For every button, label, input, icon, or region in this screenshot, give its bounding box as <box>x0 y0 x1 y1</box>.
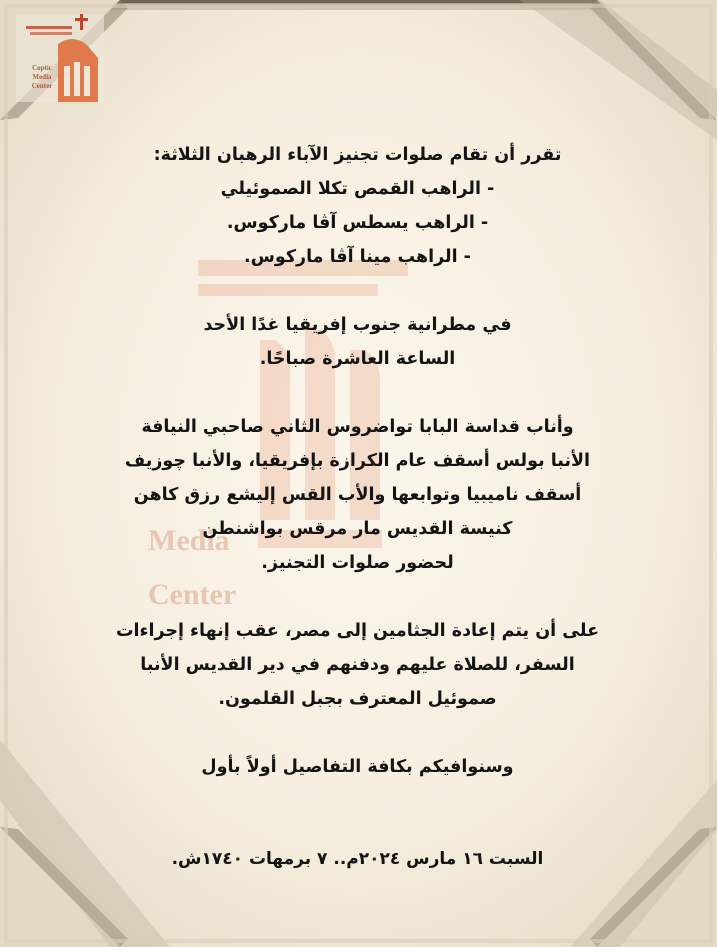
logo-line-media: Media <box>32 73 52 81</box>
monk-item: - الراهب يسطس آڤا ماركوس. <box>226 213 489 233</box>
delegation-line: أسقف ناميبيا وتوابعها والأب القس إليشع رزق كاهن <box>133 485 582 505</box>
logo-line-coptic: Coptic <box>32 64 52 72</box>
monk-item: - الراهب مينا آڤا ماركوس. <box>244 247 471 267</box>
logo-label <box>22 64 62 91</box>
delegation-line: كنيسة القديس مار مرقس بواشنطن <box>202 519 513 539</box>
announcement-body <box>90 138 625 784</box>
watermark-text-center: Center <box>148 578 237 611</box>
repatriation-line: السفر، للصلاة عليهم ودفنهم في دير القديس الأنبا <box>140 655 575 675</box>
delegation-line: وأناب قداسة البابا تواضروس الثاني صاحبي النيافة <box>141 417 574 437</box>
delegation-line: الأنبا بولس أسقف عام الكرازة بإفريقيا، والأنبا چوزيف <box>124 451 591 471</box>
announcement-intro: تقرر أن تقام صلوات تجنيز الآباء الرهبان الثلاثة: <box>153 145 562 165</box>
monk-item: - الراهب القمص تكلا الصموئيلي <box>220 179 495 199</box>
location-line: الساعة العاشرة صباحًا. <box>259 349 456 369</box>
watermark-text-media: Media <box>148 524 230 557</box>
location-line: في مطرانية جنوب إفريقيا غدًا الأحد <box>203 315 512 335</box>
repatriation-line: صموئيل المعترف بجبل القلمون. <box>218 689 497 709</box>
repatriation-line: على أن يتم إعادة الجثامين إلى مصر، عقب إنهاء إجراءات <box>115 621 600 641</box>
delegation-line: لحضور صلوات التجنيز. <box>261 553 454 573</box>
announcement-date: السبت ١٦ مارس ٢٠٢٤م.. ٧ برمهات ١٧٤٠ش. <box>171 849 544 869</box>
closing-line: وسنوافيكم بكافة التفاصيل أولاً بأول <box>201 757 514 777</box>
logo-line-center: Center <box>31 82 53 90</box>
